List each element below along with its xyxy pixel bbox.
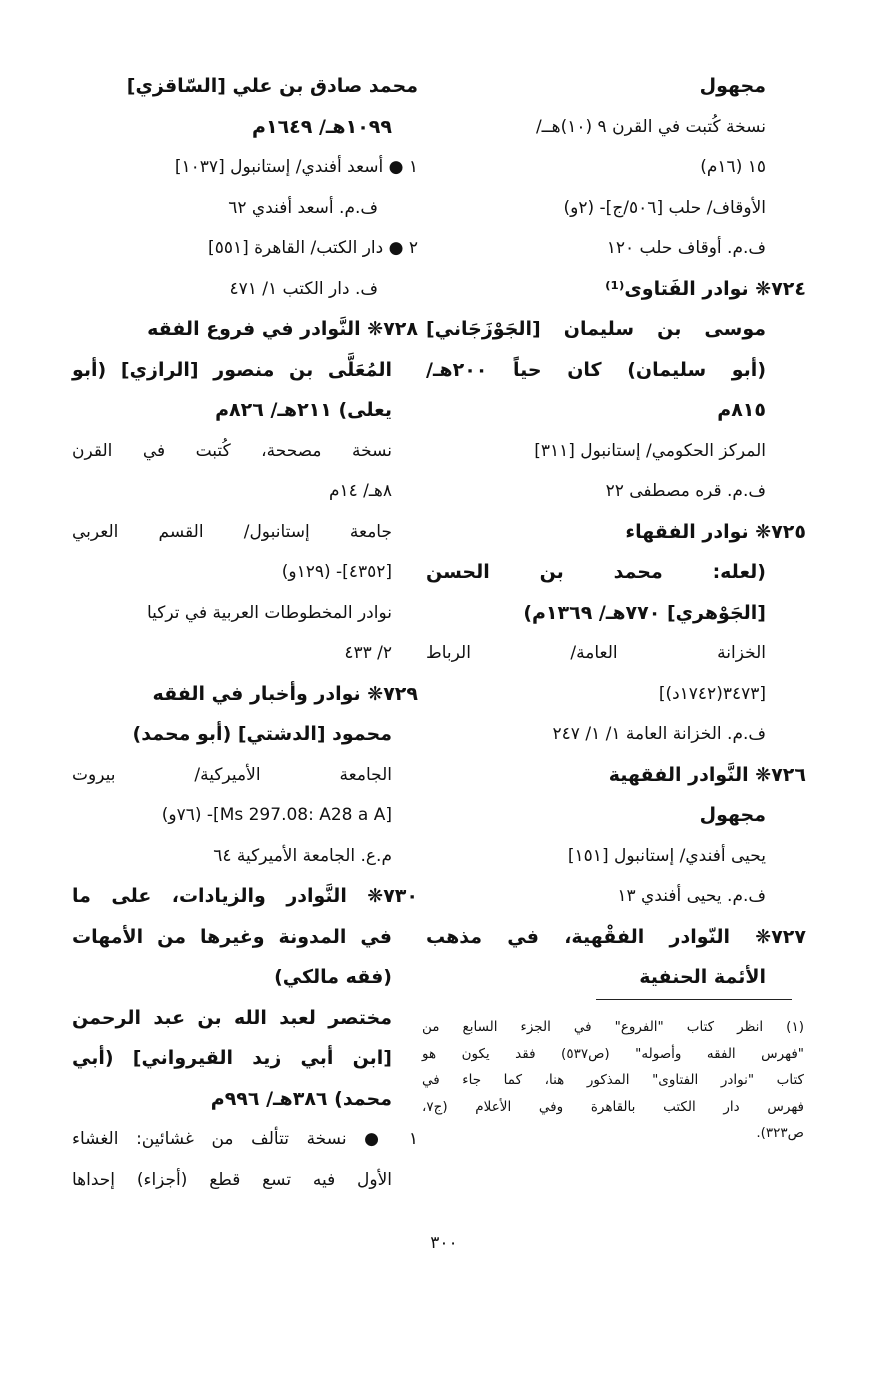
left-column-line: ف. دار الكتب ١/ ٤٧١ bbox=[229, 278, 378, 299]
right-column-line: ف.م. أوقاف حلب ١٢٠ bbox=[606, 238, 766, 258]
footnote bbox=[422, 1014, 804, 1147]
right-column-line: ٧٢٤❋ نوادر الفَتاوى⁽¹⁾ bbox=[605, 277, 806, 300]
right-column-line: ١٥ (١٦م) bbox=[700, 157, 766, 177]
right-column-line: ٧٢٧❋ النّوادر الفقْهية، في مذهب bbox=[426, 925, 806, 948]
left-column-line: المُعَلَّى بن منصور [الرازي] (أبو bbox=[72, 358, 392, 381]
right-column-line: الخزانة العامة/ الرباط bbox=[426, 643, 766, 663]
footnote-line: كتاب "نوادر الفتاوى" المذكور هنا، كما جاء في bbox=[422, 1072, 804, 1088]
right-column-line: يحيى أفندي/ إستانبول [١٥١] bbox=[567, 845, 766, 866]
left-column-line: محمد صادق بن علي [السّاقزي] bbox=[126, 75, 418, 97]
right-column-line: الأئمة الحنفية bbox=[639, 966, 766, 988]
right-column-line: ف.م. الخزانة العامة ١/ ١/ ٢٤٧ bbox=[552, 724, 766, 744]
right-column-line: الأوقاف/ حلب [٥٠٦/ج]- (٢و) bbox=[563, 197, 766, 218]
left-column-line: الجامعة الأميركية/ بيروت bbox=[72, 764, 392, 785]
left-column-line: نسخة مصححة، كُتبت في القرن bbox=[72, 440, 392, 461]
right-column-line: مجهول bbox=[699, 75, 766, 97]
right-column-line: ف.م. يحيى أفندي ١٣ bbox=[617, 886, 766, 906]
left-column-line: [٤٣٥٢]- (١٢٩و) bbox=[281, 562, 392, 582]
footnote-line: "فهرس الفقه وأصوله" (ص٥٣٧) فقد يكون هو bbox=[422, 1045, 804, 1062]
right-column-line: (أبو سليمان) كان حياً ٢٠٠هـ/ bbox=[426, 358, 766, 381]
right-column-line: مجهول bbox=[699, 804, 766, 826]
right-column-line: ف.م. قره مصطفى ٢٢ bbox=[605, 481, 766, 501]
footnote-line: (١) انظر كتاب "الفروع" في الجزء السابع من bbox=[422, 1019, 804, 1035]
left-column-line: محمد) ٣٨٦هـ/ ٩٩٦م bbox=[210, 1087, 392, 1110]
right-column-line: (لعله: محمد بن الحسن bbox=[426, 561, 766, 583]
left-column-line: في المدونة وغيرها من الأمهات bbox=[72, 925, 392, 948]
left-column-line: ١ ● نسخة تتألف من غشائين: الغشاء bbox=[72, 1129, 418, 1149]
right-column-line: ٧٢٦❋ النَّوادر الفقهية bbox=[608, 763, 806, 786]
left-column-line: [ابن أبي زيد القيرواني] (أبي bbox=[72, 1047, 392, 1069]
left-column-line: ١٠٩٩هـ/ ١٦٤٩م bbox=[252, 115, 392, 138]
left-column-line: الأول فيه تسع قطع (أجزاء) إحداها bbox=[72, 1169, 392, 1190]
right-column-line: [٣٤٧٣(١٧٤٢د)] bbox=[658, 683, 766, 704]
left-column-line: ٧٢٩❋ نوادر وأخبار في الفقه bbox=[152, 682, 418, 705]
left-column-line: ٧٣٠❋ النَّوادر والزيادات، على ما bbox=[72, 885, 418, 907]
right-column-line: ٨١٥م bbox=[717, 399, 766, 421]
left-column-line: يعلى) ٢١١هـ/ ٨٢٦م bbox=[215, 399, 392, 421]
left-column-line: مختصر لعبد الله بن عبد الرحمن bbox=[72, 1006, 392, 1029]
footnote-line: ص٣٢٣). bbox=[756, 1125, 804, 1141]
footnote-line: فهرس دار الكتب بالقاهرة وفي الأعلام (ج٧، bbox=[422, 1098, 804, 1115]
left-column bbox=[72, 66, 418, 1200]
left-column-line: محمود [الدشتي] (أبو محمد) bbox=[132, 723, 392, 745]
left-column-line: ٧٢٨❋ النَّوادر في فروع الفقه bbox=[147, 318, 418, 340]
right-column bbox=[426, 66, 806, 998]
left-column-line: نوادر المخطوطات العربية في تركيا bbox=[146, 602, 392, 623]
footnote-separator bbox=[596, 999, 792, 1000]
left-column-line: ف.م. أسعد أفندي ٦٢ bbox=[228, 197, 378, 218]
right-column-line: المركز الحكومي/ إستانبول [٣١١] bbox=[534, 440, 766, 461]
left-column-line: ٢/ ٤٣٣ bbox=[344, 643, 392, 663]
page-number: ٣٠٠ bbox=[430, 1233, 458, 1253]
left-column-line: م.ع. الجامعة الأميركية ٦٤ bbox=[213, 845, 392, 866]
left-column-line: جامعة إستانبول/ القسم العربي bbox=[72, 521, 392, 542]
right-column-line: [الجَوْهري] ٧٧٠هـ/ ١٣٦٩م) bbox=[523, 601, 766, 624]
left-column-line: [Ms 297.08: A28 a A]- (٧٦و) bbox=[161, 805, 392, 825]
right-column-line: نسخة كُتبت في القرن ٩ (١٠)هــ/ bbox=[535, 116, 766, 137]
right-column-line: ٧٢٥❋ نوادر الفقهاء bbox=[625, 520, 806, 543]
right-column-line: موسى بن سليمان [الجَوْزَجَاني] bbox=[426, 318, 766, 340]
left-column-line: ١ ● أسعد أفندي/ إستانبول [١٠٣٧] bbox=[174, 157, 418, 177]
left-column-line: ٨هـ/ ١٤م bbox=[328, 481, 392, 501]
left-column-line: (فقه مالكي) bbox=[274, 966, 392, 988]
left-column-line: ٢ ● دار الكتب/ القاهرة [٥٥١] bbox=[208, 238, 418, 258]
